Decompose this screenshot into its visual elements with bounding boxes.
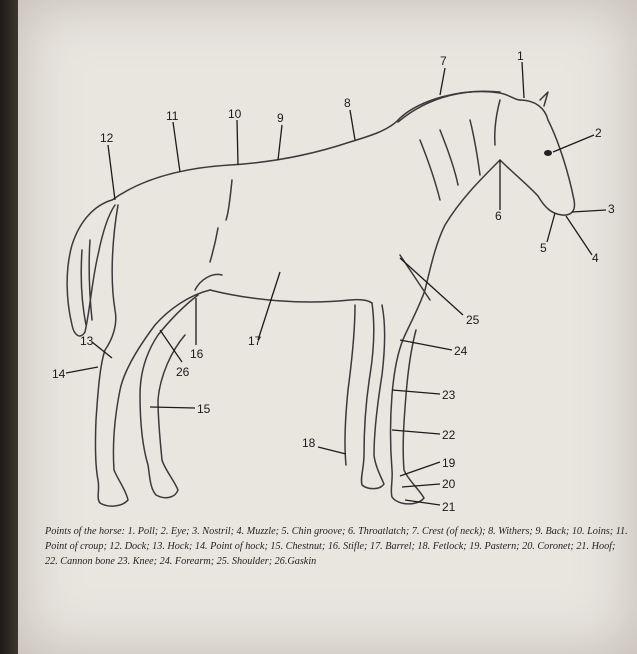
label-7: 7 <box>440 54 447 68</box>
label-24: 24 <box>454 344 468 358</box>
pointer-lines <box>66 62 606 505</box>
label-1: 1 <box>517 49 524 63</box>
label-21: 21 <box>442 500 456 514</box>
horse-outline <box>67 91 574 506</box>
label-12: 12 <box>100 131 114 145</box>
label-13: 13 <box>80 334 94 348</box>
figure-caption: Points of the horse: 1. Poll; 2. Eye; 3. Nostril; 4. Muzzle; 5. Chin groove; 6. Throatlatch; 7. Crest (of neck); 8. Withers; 9. Back; 10. Loins; 11. Point of croup; 12. Dock; 13. Hock; 14. Point of hock; 15. Chestnut; 16. Stifle; 17. Barrel; 18. Fetlock; 19. Pastern; 20. Coronet; 21. Hoof; 22. Cannon bone 23. Knee; 24. Forearm; 25. Shoulder; 26.Gaskin <box>45 526 628 567</box>
label-10: 10 <box>228 107 242 121</box>
label-18: 18 <box>302 436 316 450</box>
label-8: 8 <box>344 96 351 110</box>
label-6: 6 <box>495 209 502 223</box>
label-4: 4 <box>592 251 599 265</box>
label-3: 3 <box>608 202 615 216</box>
label-23: 23 <box>442 388 456 402</box>
label-9: 9 <box>277 111 284 125</box>
label-19: 19 <box>442 456 456 470</box>
label-17: 17 <box>248 334 262 348</box>
label-26: 26 <box>176 365 190 379</box>
label-15: 15 <box>197 402 211 416</box>
point-labels <box>52 49 615 514</box>
label-14: 14 <box>52 367 66 381</box>
label-25: 25 <box>466 313 480 327</box>
label-5: 5 <box>540 241 547 255</box>
label-2: 2 <box>595 126 602 140</box>
label-11: 11 <box>166 109 179 123</box>
label-20: 20 <box>442 477 456 491</box>
label-22: 22 <box>442 428 456 442</box>
label-16: 16 <box>190 347 204 361</box>
